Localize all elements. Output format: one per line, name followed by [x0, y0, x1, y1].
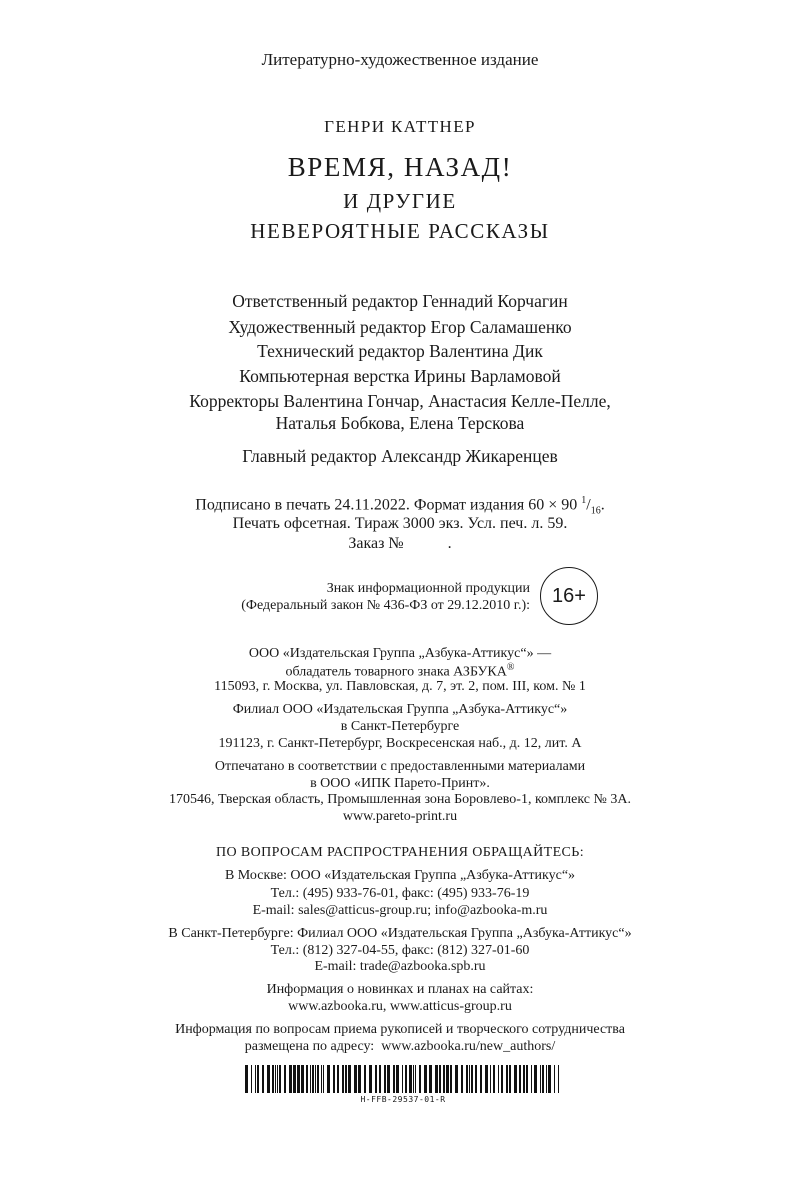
- news-websites: www.azbooka.ru, www.atticus-group.ru: [288, 999, 512, 1014]
- printer-line-1: Отпечатано в соответствии с предоставленными материалами: [214, 759, 586, 774]
- book-title-line-1: ВРЕМЯ, НАЗАД!: [287, 152, 513, 182]
- printer-address: 170546, Тверская область, Промышленная зона Боровлево-1, комплекс № 3А.: [169, 792, 631, 807]
- credit-line: Корректоры Валентина Гончар, Анастасия Келле-Пелле,: [189, 391, 611, 411]
- barcode: [245, 1065, 561, 1093]
- barcode-code: H-FFB-29537-01-R: [360, 1095, 446, 1104]
- publisher-trademark: обладатель товарного знака АЗБУКА: [285, 664, 507, 680]
- imprint-text: Подписано в печать 24.11.2022. Формат издания 60 × 90: [195, 496, 578, 514]
- credit-line: Художественный редактор Егор Саламашенко: [228, 317, 572, 337]
- age-rating-badge: 16+: [540, 567, 598, 625]
- imprint-line-2: Печать офсетная. Тираж 3000 экз. Усл. печ. л. 59.: [232, 515, 568, 532]
- book-title-line-2: И ДРУГИЕ: [343, 189, 457, 213]
- book-title-line-3: НЕВЕРОЯТНЫЕ РАССКАЗЫ: [250, 219, 550, 243]
- format-slash: /: [586, 496, 591, 514]
- printer-line-2: в ООО «ИПК Парето-Принт».: [310, 776, 490, 791]
- distribution-heading: ПО ВОПРОСАМ РАСПРОСТРАНЕНИЯ ОБРАЩАЙТЕСЬ:: [216, 845, 584, 860]
- news-info: Информация о новинках и планах на сайтах:: [266, 982, 534, 997]
- spb-phone: Тел.: (812) 327-04-55, факс: (812) 327-01-60: [270, 943, 530, 958]
- imprint-line-1: [0, 495, 800, 517]
- moscow-phone: Тел.: (495) 933-76-01, факс: (495) 933-76-19: [270, 886, 530, 901]
- publisher-line-2: [0, 662, 800, 681]
- age-rating-label-2: (Федеральный закон № 436-ФЗ от 29.12.2010 г.):: [241, 598, 530, 613]
- spb-contact: В Санкт-Петербурге: Филиал ООО «Издательская Группа „Азбука-Аттикус“»: [168, 926, 632, 941]
- credit-line: Технический редактор Валентина Дик: [257, 341, 543, 361]
- age-rating-label-1: Знак информационной продукции: [326, 581, 530, 596]
- publisher-line-1: ООО «Издательская Группа „Азбука-Аттикус“» —: [248, 646, 552, 661]
- moscow-contact: В Москве: ООО «Издательская Группа „Азбука-Аттикус“»: [224, 868, 576, 883]
- branch-line-1: Филиал ООО «Издательская Группа „Азбука-Аттикус“»: [232, 702, 568, 717]
- manuscripts-info: Информация по вопросам приема рукописей и творческого сотрудничества: [175, 1022, 625, 1037]
- printer-website: www.pareto-print.ru: [342, 809, 458, 824]
- genre-label: Литературно-художественное издание: [261, 50, 539, 69]
- author-name: ГЕНРИ КАТТНЕР: [324, 117, 476, 136]
- credit-line: Компьютерная верстка Ирины Варламовой: [239, 366, 561, 386]
- format-denominator: 16: [590, 505, 601, 517]
- credit-line: Наталья Бобкова, Елена Терскова: [275, 413, 525, 433]
- branch-line-2: в Санкт-Петербурге: [340, 719, 460, 734]
- chief-editor: Главный редактор Александр Жикаренцев: [242, 446, 558, 466]
- moscow-email: E-mail: sales@atticus-group.ru; info@azbooka-m.ru: [252, 903, 548, 918]
- order-number: Заказ № .: [348, 535, 452, 552]
- credit-line: Ответственный редактор Геннадий Корчагин: [232, 291, 568, 311]
- registered-mark: ®: [506, 662, 515, 673]
- publisher-address: 115093, г. Москва, ул. Павловская, д. 7, эт. 2, пом. III, ком. № 1: [214, 679, 586, 694]
- spb-email: E-mail: trade@azbooka.spb.ru: [314, 959, 486, 974]
- format-end: .: [600, 496, 605, 514]
- branch-address: 191123, г. Санкт-Петербург, Воскресенская наб., д. 12, лит. А: [218, 736, 582, 751]
- manuscripts-url: размещена по адресу: www.azbooka.ru/new_authors/: [244, 1039, 556, 1054]
- format-numerator: 1: [581, 495, 587, 506]
